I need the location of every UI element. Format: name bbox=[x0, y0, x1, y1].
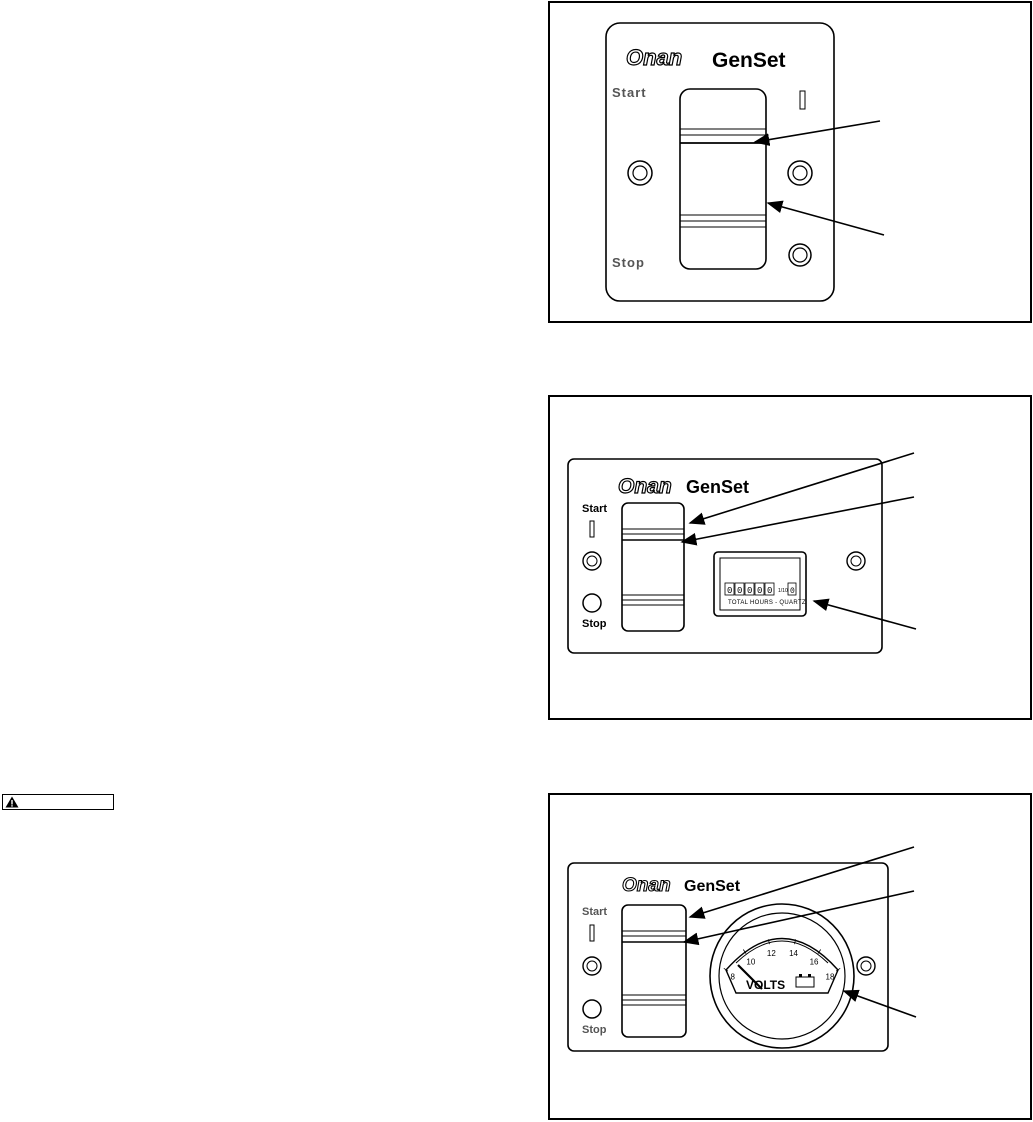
brand-logo-script: Onan bbox=[626, 45, 683, 70]
brand-logo-word: GenSet bbox=[686, 477, 750, 497]
voltmeter-control-panel-drawing bbox=[550, 795, 1033, 1122]
figure-panel-voltmeter bbox=[548, 793, 1032, 1120]
start-stop-rocker-switch[interactable] bbox=[680, 89, 766, 269]
brand-logo-word: GenSet bbox=[712, 49, 786, 72]
start-stop-rocker-switch[interactable] bbox=[622, 503, 684, 631]
stop-label: Stop bbox=[582, 1024, 607, 1036]
figure-panel-hour-meter bbox=[548, 395, 1032, 720]
hour-meter-tenths-label: 1/10 bbox=[778, 588, 788, 594]
hour-meter-control-panel-drawing bbox=[550, 397, 1033, 722]
start-label: Start bbox=[582, 906, 608, 918]
remote-lamp bbox=[583, 1000, 601, 1018]
voltmeter-unit-label: VOLTS bbox=[746, 978, 786, 992]
voltmeter-scale-label: 16 bbox=[809, 957, 819, 967]
standard-control-panel-drawing bbox=[550, 3, 1033, 325]
status-lamp bbox=[590, 521, 594, 537]
start-label: Start bbox=[612, 85, 647, 100]
voltmeter-scale-label: 18 bbox=[825, 972, 835, 982]
hour-meter-digit: 0 bbox=[767, 586, 773, 596]
hour-meter-digit: 0 bbox=[727, 586, 733, 596]
mounting-screw-right bbox=[847, 552, 865, 570]
warning-badge bbox=[2, 794, 114, 810]
voltmeter-scale-label: 10 bbox=[746, 957, 756, 967]
stop-label: Stop bbox=[612, 255, 645, 270]
mounting-screw-left bbox=[583, 552, 601, 570]
hour-meter-digit: 0 bbox=[757, 586, 763, 596]
start-label: Start bbox=[582, 503, 608, 515]
voltmeter bbox=[710, 904, 854, 1048]
remote-lamp bbox=[789, 244, 811, 266]
hour-meter-digit: 0 bbox=[747, 586, 753, 596]
mounting-screw-left bbox=[628, 161, 652, 185]
mounting-screw-right bbox=[788, 161, 812, 185]
voltmeter-scale-label: 14 bbox=[789, 949, 799, 959]
hour-meter-digit: 0 bbox=[737, 586, 743, 596]
brand-logo-script: Onan bbox=[622, 875, 671, 896]
voltmeter-scale-label: 8 bbox=[730, 972, 735, 982]
voltmeter-scale-label: 12 bbox=[766, 949, 776, 959]
mounting-screw-left bbox=[583, 957, 601, 975]
figure-panel-standard bbox=[548, 1, 1032, 323]
status-lamp bbox=[590, 925, 594, 941]
hour-meter-tenths-digit: 0 bbox=[790, 587, 795, 596]
start-stop-rocker-switch[interactable] bbox=[622, 905, 686, 1037]
stop-label: Stop bbox=[582, 618, 607, 630]
brand-logo-word: GenSet bbox=[684, 878, 741, 895]
hour-meter-caption: TOTAL HOURS - QUARTZ bbox=[728, 600, 806, 606]
hour-meter bbox=[714, 552, 806, 616]
brand-logo-script: Onan bbox=[618, 475, 672, 498]
status-lamp bbox=[800, 91, 805, 109]
warning-triangle-icon bbox=[5, 796, 19, 808]
mounting-screw-right bbox=[857, 957, 875, 975]
remote-lamp bbox=[583, 594, 601, 612]
